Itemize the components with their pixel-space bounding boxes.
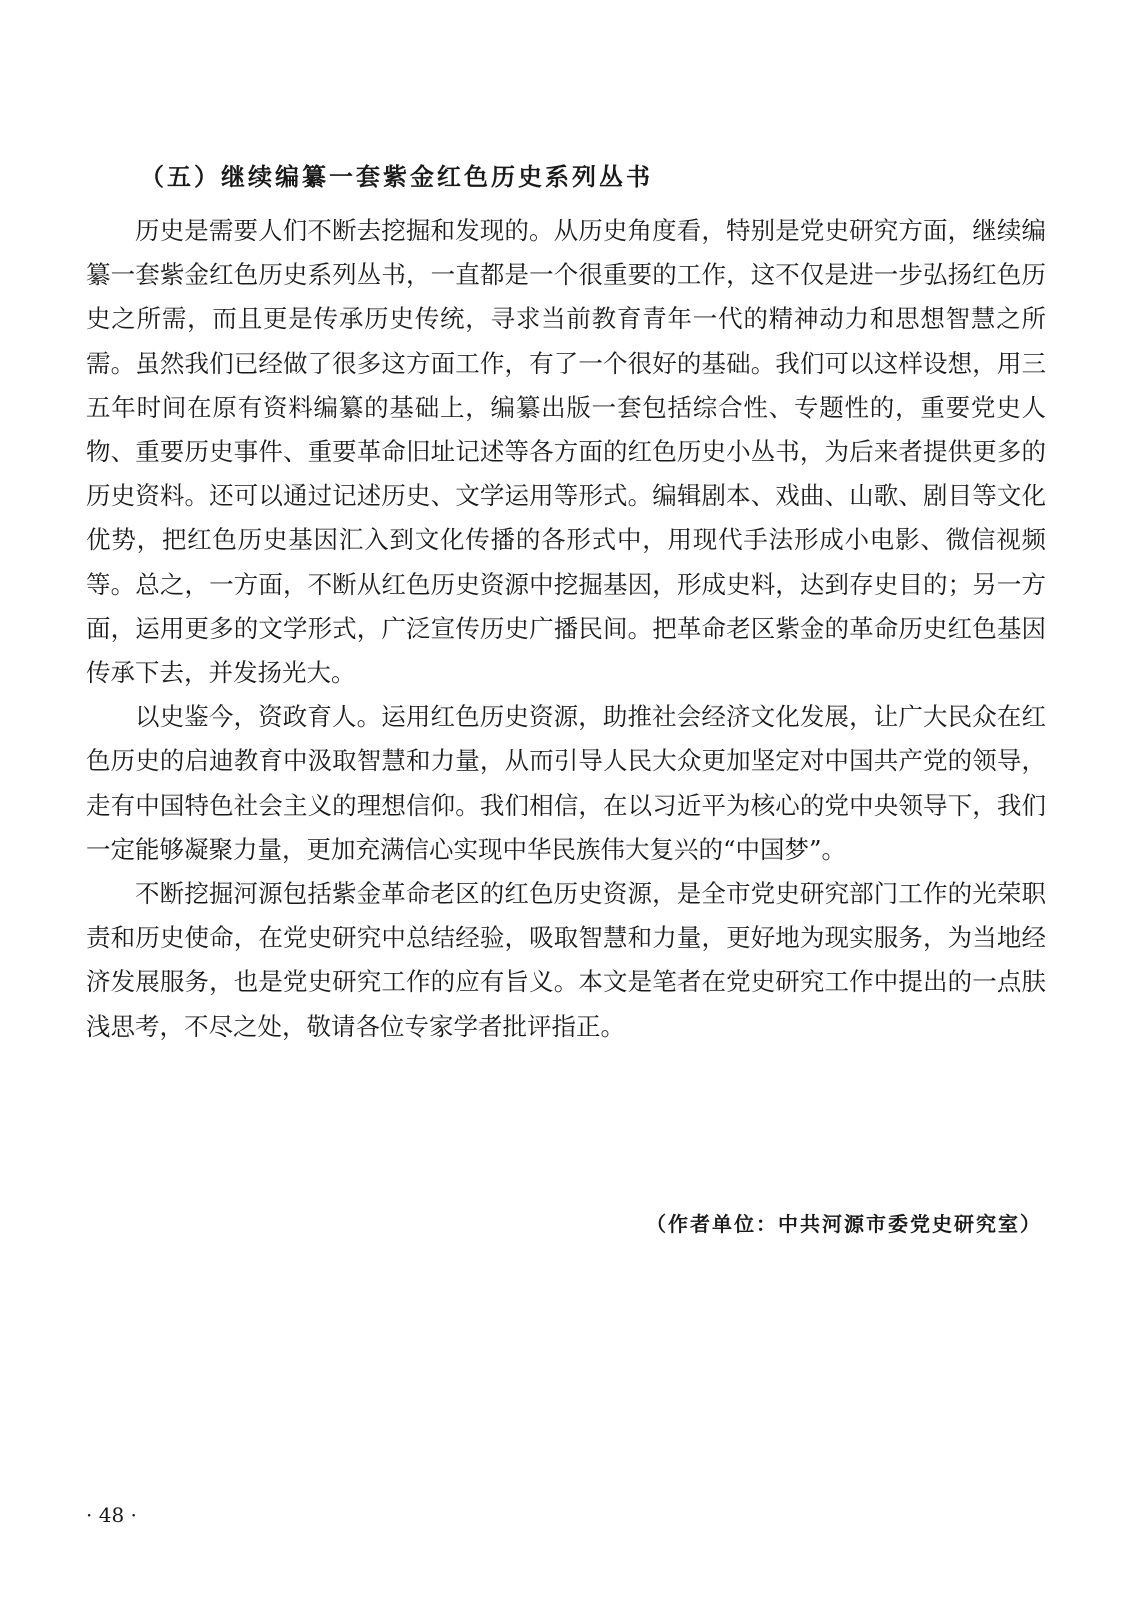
paragraph-3: 不断挖掘河源包括紫金革命老区的红色历史资源，是全市党史研究部门工作的光荣职责和历史使命，在党史研究中总结经验，吸取智慧和力量，更好地为现实服务，为当地经济发展服务，也是党史研究工作的应有旨义。本文是笔者在党史研究工作中提出的一点肤浅思考，不尽之处，敬请各位专家学者批评指正。 xyxy=(86,879,1046,1041)
page-number: · 48 · xyxy=(86,1503,137,1527)
paragraph-1: 历史是需要人们不断去挖掘和发现的。从历史角度看，特别是党史研究方面，继续编纂一套紫金红色历史系列丛书，一直都是一个很重要的工作，这不仅是进一步弘扬红色历史之所需，而且更是传承历史传统，寻求当前教育青年一代的精神动力和思想智慧之所需。虽然我们已经做了很多这方面工作，有了一个很好的基础。我们可以这样设想，用三五年时间在原有资料编纂的基础上，编纂出版一套包括综合性、专题性的，重要党史人物、重要历史事件、重要革命旧址记述等各方面的红色历史小丛书，为后来者提供更多的历史资料。还可以通过记述历史、文学运用等形式。编辑剧本、戏曲、山歌、剧目等文化优势，把红色历史基因汇入到文化传播的各形式中，用现代手法形成小电影、微信视频等。总之，一方面，不断从红色历史资源中挖掘基因，形成史料，达到存史目的；另一方面，运用更多的文学形式，广泛宣传历史广播民间。把革命老区紫金的革命历史红色基因传承下去，并发扬光大。 xyxy=(86,216,1046,688)
paragraph-2: 以史鉴今，资政育人。运用红色历史资源，助推社会经济文化发展，让广大民众在红色历史的启迪教育中汲取智慧和力量，从而引导人民大众更加坚定对中国共产党的领导，走有中国特色社会主义的理想信仰。我们相信，在以习近平为核心的党中央领导下，我们一定能够凝聚力量，更加充满信心实现中华民族伟大复兴的“中国梦”。 xyxy=(86,702,1046,864)
author-affiliation: （作者单位：中共河源市委党史研究室） xyxy=(646,1212,1042,1236)
section-heading: （五）继续编纂一套紫金红色历史系列丛书 xyxy=(140,162,653,191)
body-text xyxy=(86,209,1046,1049)
